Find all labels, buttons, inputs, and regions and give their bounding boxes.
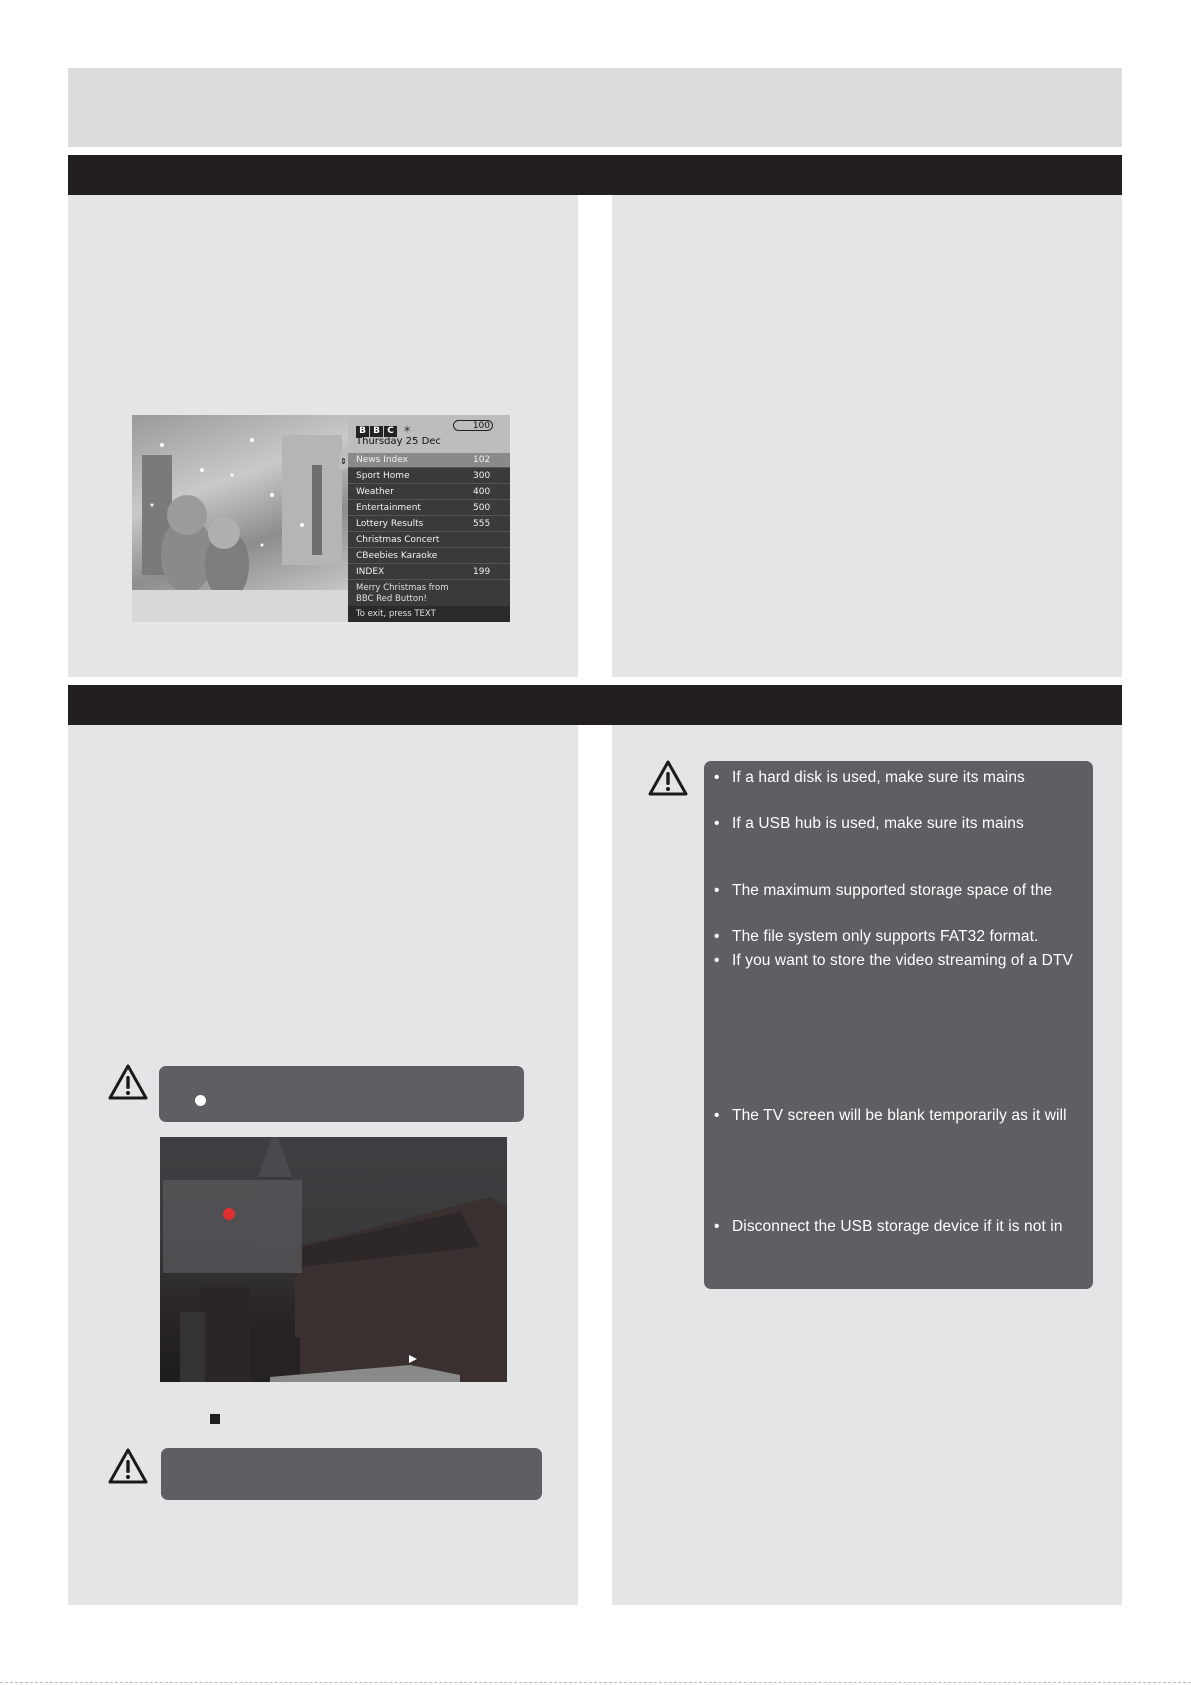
usb-note-item: • If a USB hub is used, make sure its mains (714, 815, 1024, 832)
teletext-menu-item[interactable]: Entertainment 500 (348, 501, 510, 516)
teletext-menu-panel (340, 415, 510, 622)
section-bar-recording (68, 685, 1122, 725)
teletext-menu-item[interactable]: CBeebies Karaoke (348, 549, 510, 564)
usb-note-item: • If you want to store the video streaming of a DTV (714, 952, 1073, 969)
teletext-message-line2: BBC Red Button! (356, 594, 427, 604)
section-bar-teletext (68, 155, 1122, 195)
usb-note-item: • The TV screen will be blank temporarily as it will (714, 1107, 1067, 1124)
usb-notes-box (704, 761, 1093, 1289)
teletext-header (348, 415, 510, 453)
teletext-menu-item[interactable]: Lottery Results 555 (348, 517, 510, 532)
warning-icon (107, 1063, 149, 1101)
record-warning-box (159, 1066, 524, 1122)
bbc-logo: B B C ✶ (356, 420, 412, 438)
teletext-menu-item[interactable]: Weather 400 (348, 485, 510, 500)
record-dot-icon (195, 1095, 206, 1106)
teletext-exit-hint: To exit, press TEXT (356, 609, 436, 619)
play-triangle-icon (408, 1354, 418, 1364)
teletext-menu-item[interactable]: Sport Home 300 (348, 469, 510, 484)
teletext-page-number: 100 (453, 420, 493, 431)
teletext-menu-item[interactable]: INDEX 199 (348, 565, 510, 580)
teletext-right-panel (612, 195, 1122, 677)
warning-icon (107, 1447, 149, 1485)
page-header-band (68, 68, 1122, 147)
usb-note-item: • Disconnect the USB storage device if it is not in (714, 1218, 1063, 1235)
warning-icon (647, 759, 689, 797)
teletext-footer (348, 606, 510, 622)
teletext-menu-item[interactable]: Christmas Concert (348, 533, 510, 548)
teletext-screenshot (132, 415, 510, 622)
teletext-menu-item[interactable]: News Index 102 (348, 453, 510, 468)
teletext-video-area (132, 415, 348, 622)
record-status-overlay (163, 1180, 302, 1273)
snow-scene-illustration (132, 415, 348, 622)
usb-note-item: • The file system only supports FAT32 format. (714, 928, 1039, 945)
teletext-date: Thursday 25 Dec (356, 436, 441, 447)
record-dot-icon (223, 1208, 235, 1220)
usb-note-item: • The maximum supported storage space of the (714, 882, 1053, 899)
stop-square-icon (210, 1414, 220, 1424)
updown-arrow-icon: ⇕ (339, 454, 348, 469)
page-bottom-edge (0, 1682, 1191, 1683)
stop-warning-box (161, 1448, 542, 1500)
usb-note-item: • If a hard disk is used, make sure its mains (714, 769, 1025, 786)
recording-screenshot (160, 1137, 507, 1382)
star-icon: ✶ (402, 424, 412, 436)
teletext-message-line1: Merry Christmas from (356, 583, 449, 593)
